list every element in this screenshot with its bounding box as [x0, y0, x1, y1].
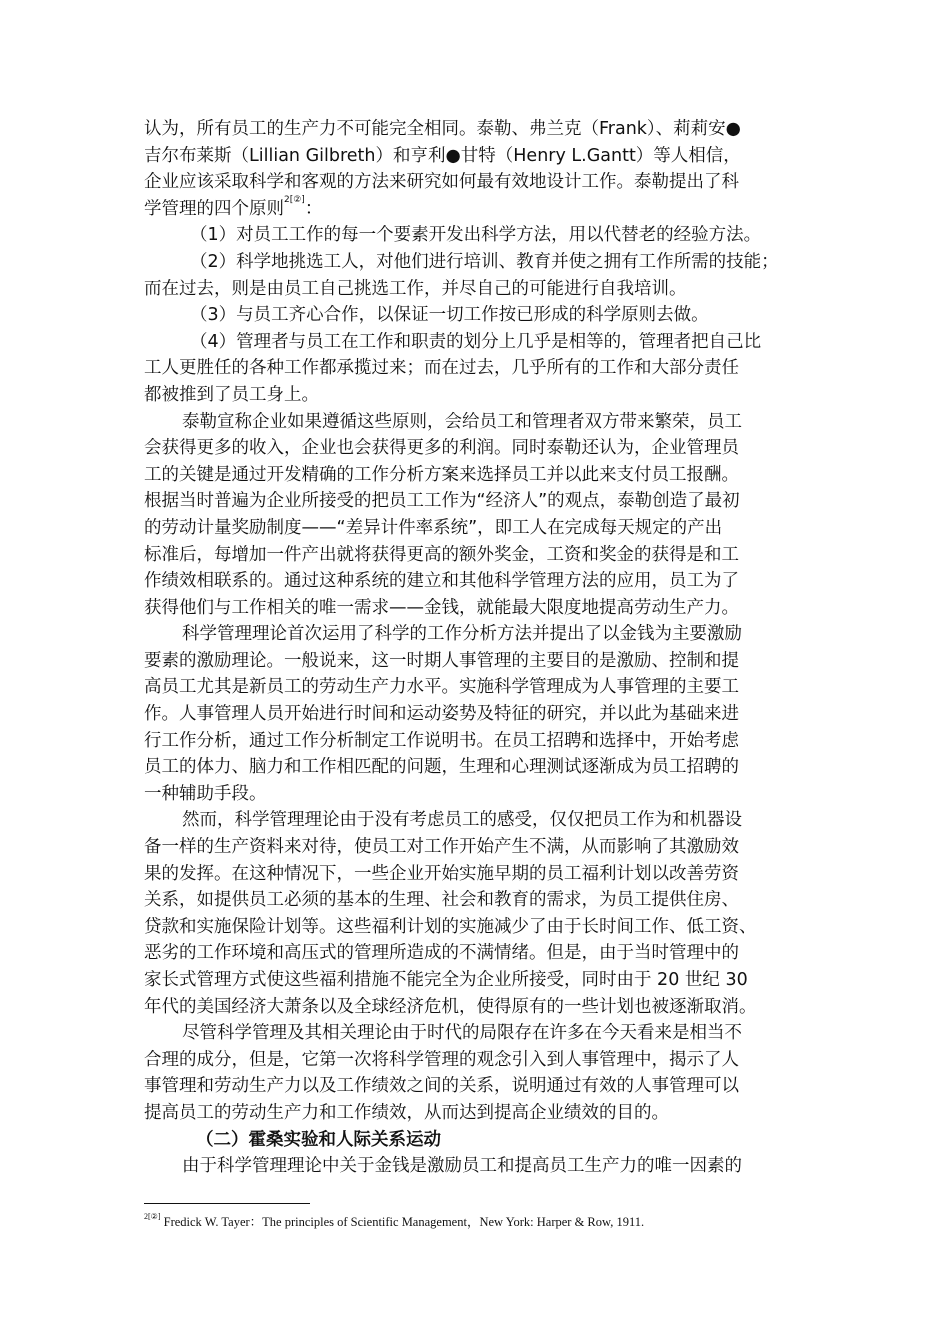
text-line: 恶劣的工作环境和高压式的管理所造成的不满情绪。但是，由于当时管理中的: [144, 943, 739, 964]
text-line: 标准后，每增加一件产出就将获得更高的额外奖金，工资和奖金的获得是和工: [144, 544, 739, 565]
text-line: 作。人事管理人员开始进行时间和运动姿势及特征的研究，并以此为基础来进: [144, 704, 739, 725]
footnote-reference[interactable]: 2[②]: [284, 194, 305, 205]
text-line: 一种辅助手段。: [144, 783, 267, 804]
text-line: 工的关键是通过开发精确的工作分析方案来选择员工并以此来支付员工报酬。: [144, 464, 739, 485]
footnote-separator: [144, 1203, 310, 1204]
paragraph-start: 科学管理理论首次运用了科学的工作分析方法并提出了以金钱为主要激励: [182, 624, 742, 645]
text-line: 年代的美国经济大萧条以及全球经济危机，使得原有的一些计划也被逐渐取消。: [144, 996, 757, 1017]
list-item: （4）管理者与员工在工作和职责的划分上几乎是相等的，管理者把自己比: [190, 331, 762, 352]
text-line: 提高员工的劳动生产力和工作绩效，从而达到提高企业绩效的目的。: [144, 1102, 669, 1123]
text-line: 根据当时普遍为企业所接受的把员工工作为“经济人”的观点，泰勒创造了最初: [144, 491, 740, 512]
text-line: 吉尔布莱斯（Lillian Gilbreth）和亨利●甘特（Henry L.Gantt）等人相信，: [144, 145, 741, 166]
paragraph-start: 尽管科学管理及其相关理论由于时代的局限存在许多在今天看来是相当不: [182, 1023, 742, 1044]
section-heading: （二）霍桑实验和人际关系运动: [196, 1129, 441, 1150]
text-line: 贷款和实施保险计划等。这些福利计划的实施减少了由于长时间工作、低工资、: [144, 916, 757, 937]
text-line: 要素的激励理论。一般说来，这一时期人事管理的主要目的是激励、控制和提: [144, 650, 739, 671]
text-line: 员工的体力、脑力和工作相匹配的问题，生理和心理测试逐渐成为员工招聘的: [144, 757, 739, 778]
list-item: （3）与员工齐心合作，以保证一切工作按已形成的科学原则去做。: [190, 305, 709, 326]
document-body: [144, 116, 812, 1180]
text-line: 而在过去，则是由员工自己挑选工作，并尽自己的可能进行自我培训。: [144, 278, 687, 299]
paragraph-start: 然而，科学管理理论由于没有考虑员工的感受，仅仅把员工作为和机器设: [182, 810, 742, 831]
text-line: 获得他们与工作相关的唯一需求——金钱，就能最大限度地提高劳动生产力。: [144, 597, 739, 618]
text-line: 的劳动计量奖励制度——“差异计件率系统”，即工人在完成每天规定的产出: [144, 517, 723, 538]
text-line: 果的发挥。在这种情况下，一些企业开始实施早期的员工福利计划以改善劳资: [144, 863, 739, 884]
list-item: （2）科学地挑选工人，对他们进行培训、教育并使之拥有工作所需的技能；: [190, 251, 779, 272]
colon: ：: [304, 198, 323, 219]
text-line: 关系，如提供员工必须的基本的生理、社会和教育的需求，为员工提供住房、: [144, 890, 739, 911]
text-line: 认为，所有员工的生产力不可能完全相同。泰勒、弗兰克（Frank）、莉莉安●: [144, 119, 741, 139]
text-line: 合理的成分，但是，它第一次将科学管理的观念引入到人事管理中，揭示了人: [144, 1049, 739, 1070]
paragraph-start: 由于科学管理理论中关于金钱是激励员工和提高员工生产力的唯一因素的: [182, 1156, 742, 1177]
text-line: 行工作分析，通过工作分析制定工作说明书。在员工招聘和选择中，开始考虑: [144, 730, 739, 751]
text-line: 备一样的生产资料来对待，使员工对工作开始产生不满，从而影响了其激励效: [144, 837, 739, 858]
text-line: 作绩效相联系的。通过这种系统的建立和其他科学管理方法的应用，员工为了: [144, 571, 739, 592]
text-line: 工人更胜任的各种工作都承揽过来；而在过去，几乎所有的工作和大部分责任: [144, 358, 739, 379]
footnote: [144, 1212, 844, 1230]
footnote-marker: 2[②]: [144, 1212, 161, 1221]
text-fragment: 学管理的四个原则: [144, 198, 284, 219]
text-line: 都被推到了员工身上。: [144, 384, 319, 405]
text-line: 事管理和劳动生产力以及工作绩效之间的关系，说明通过有效的人事管理可以: [144, 1076, 739, 1097]
text-line: 高员工尤其是新员工的劳动生产力水平。实施科学管理成为人事管理的主要工: [144, 677, 739, 698]
text-line: 会获得更多的收入，企业也会获得更多的利润。同时泰勒还认为，企业管理员: [144, 438, 739, 459]
footnote-text: Fredick W. Tayer：The principles of Scientific Management，New York: Harper & Row, 1911.: [160, 1215, 645, 1229]
text-line: 家长式管理方式使这些福利措施不能完全为企业所接受，同时由于 20 世纪 30: [144, 970, 748, 990]
list-item: （1）对员工工作的每一个要素开发出科学方法，用以代替老的经验方法。: [190, 225, 762, 246]
paragraph-start: 泰勒宣称企业如果遵循这些原则，会给员工和管理者双方带来繁荣，员工: [182, 411, 742, 432]
text-line: 企业应该采取科学和客观的方法来研究如何最有效地设计工作。泰勒提出了科: [144, 172, 739, 193]
text-line: [144, 196, 812, 223]
